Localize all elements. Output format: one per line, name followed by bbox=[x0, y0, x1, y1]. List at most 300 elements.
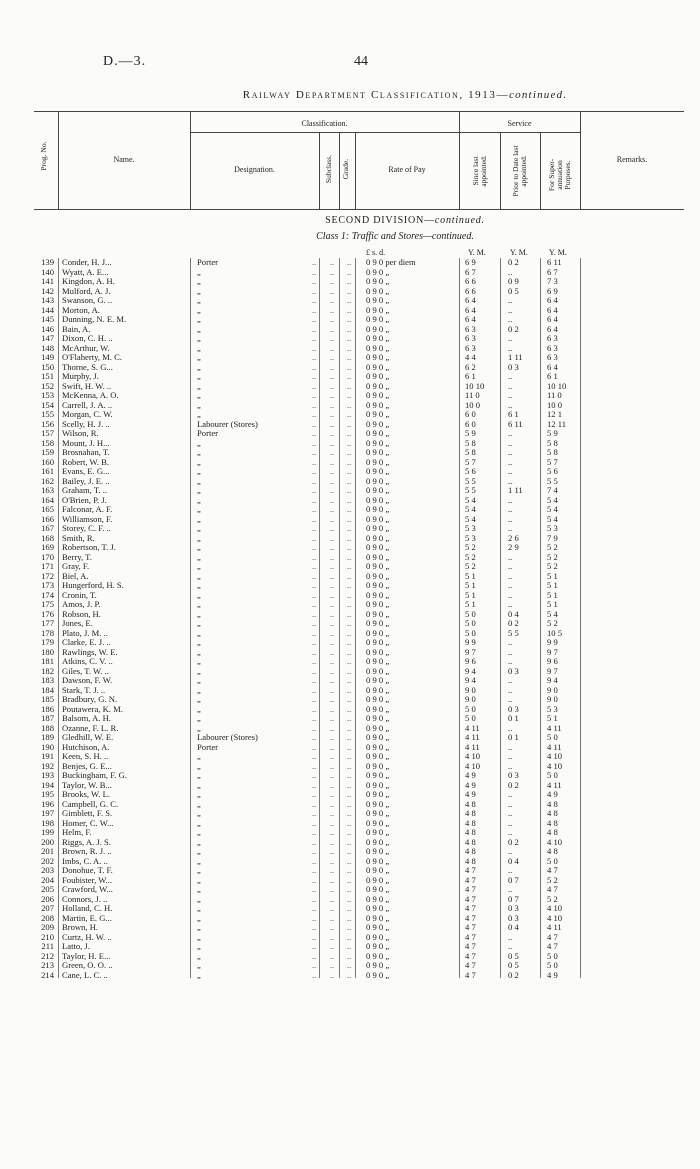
prog-no-cell: 148 bbox=[41, 342, 54, 353]
prog-no-cell: 193 bbox=[41, 770, 54, 780]
prior-to-date-cell: .. bbox=[508, 760, 513, 771]
name-cell: Carrell, J. A. .. bbox=[62, 400, 113, 410]
leader-dots: .. bbox=[347, 323, 352, 334]
rate-cell: 0 9 0 „ bbox=[366, 969, 390, 980]
superannuation-cell: 5 4 bbox=[547, 494, 558, 505]
since-last-cell: 4 7 bbox=[465, 969, 476, 980]
leader-dots: .. bbox=[330, 646, 335, 657]
name-cell: Homer, C. W... bbox=[62, 818, 114, 828]
since-last-cell: 4 7 bbox=[465, 912, 476, 923]
designation-cell: „ bbox=[197, 514, 201, 524]
rate-cell: 0 9 0 „ bbox=[366, 770, 390, 780]
designation-cell: „ bbox=[197, 552, 201, 562]
since-last-cell: 4 8 bbox=[465, 808, 476, 818]
since-last-cell: 9 4 bbox=[465, 665, 476, 676]
superannuation-cell: 6 4 bbox=[547, 314, 558, 324]
prior-to-date-cell: .. bbox=[508, 580, 513, 590]
prior-to-date-cell: .. bbox=[508, 314, 513, 324]
leader-dots: .. bbox=[347, 618, 352, 628]
since-last-cell: 4 7 bbox=[465, 893, 476, 904]
prior-to-date-cell: 2 6 bbox=[508, 532, 519, 543]
since-last-cell: 4 9 bbox=[465, 779, 476, 790]
name-cell: Scelly, H. J. .. bbox=[62, 419, 110, 429]
prog-no-cell: 164 bbox=[41, 494, 54, 505]
superannuation-cell: 9 7 bbox=[547, 665, 558, 676]
units-since: Y. M. bbox=[468, 248, 486, 257]
prog-no-cell: 210 bbox=[41, 931, 54, 942]
leader-dots: .. bbox=[312, 485, 317, 495]
superannuation-cell: 5 1 bbox=[547, 713, 558, 723]
rate-cell: 0 9 0 „ bbox=[366, 703, 390, 714]
rate-cell: 0 9 0 „ bbox=[366, 276, 390, 286]
prog-no-cell: 181 bbox=[41, 656, 54, 666]
since-last-cell: 5 4 bbox=[465, 504, 476, 514]
since-last-cell: 4 8 bbox=[465, 846, 476, 856]
prog-no-cell: 166 bbox=[41, 513, 54, 524]
name-cell: Gledhill, W. E. bbox=[62, 733, 114, 742]
name-cell: Williamson, F. bbox=[62, 514, 113, 524]
name-cell: Imbs, C. A. .. bbox=[62, 856, 108, 866]
designation-cell: „ bbox=[197, 562, 201, 571]
prior-to-date-cell: .. bbox=[508, 504, 513, 514]
leader-dots: .. bbox=[347, 599, 352, 609]
rate-cell: 0 9 0 „ bbox=[366, 304, 390, 315]
rate-cell: 0 9 0 „ bbox=[366, 361, 390, 372]
leader-dots: .. bbox=[330, 304, 335, 315]
superannuation-cell: 4 9 bbox=[547, 789, 558, 799]
prior-to-date-cell: .. bbox=[508, 741, 513, 752]
leader-dots: .. bbox=[347, 532, 352, 543]
designation-cell: „ bbox=[197, 467, 201, 476]
name-cell: Keen, S. H. .. bbox=[62, 752, 109, 761]
rate-cell: 0 9 0 „ bbox=[366, 903, 390, 913]
prior-to-date-cell: .. bbox=[508, 342, 513, 353]
prog-no-cell: 142 bbox=[41, 285, 54, 296]
prior-to-date-cell: 0 3 bbox=[508, 703, 519, 714]
designation-cell: „ bbox=[197, 761, 201, 771]
leader-dots: .. bbox=[347, 713, 352, 723]
name-cell: Cronin, T. bbox=[62, 590, 97, 600]
superannuation-cell: 4 11 bbox=[547, 922, 562, 932]
since-last-cell: 9 0 bbox=[465, 694, 476, 704]
leader-dots: .. bbox=[312, 646, 317, 657]
prior-to-date-cell: 0 4 bbox=[508, 922, 519, 932]
leader-dots: .. bbox=[347, 656, 352, 666]
leader-dots: .. bbox=[347, 475, 352, 486]
prior-to-date-cell: .. bbox=[508, 589, 513, 600]
superannuation-cell: 5 2 bbox=[547, 874, 558, 885]
superannuation-cell: 5 0 bbox=[547, 732, 558, 742]
prior-to-date-cell: 0 3 bbox=[508, 903, 519, 913]
designation-cell: „ bbox=[197, 913, 201, 923]
rate-cell: 0 9 0 „ bbox=[366, 675, 390, 685]
leader-dots: .. bbox=[347, 684, 352, 695]
since-last-cell: 4 10 bbox=[465, 751, 481, 761]
leader-dots: .. bbox=[312, 893, 317, 904]
leader-dots: .. bbox=[312, 532, 317, 543]
division-continued: continued. bbox=[434, 215, 485, 226]
prog-no-cell: 151 bbox=[41, 371, 54, 381]
leader-dots: .. bbox=[330, 798, 335, 809]
superannuation-cell: 4 10 bbox=[547, 903, 563, 913]
since-last-cell: 5 5 bbox=[465, 485, 476, 495]
prog-no-cell: 173 bbox=[41, 580, 54, 590]
prior-to-date-cell: 0 3 bbox=[508, 361, 519, 372]
name-cell: O'Brien, P. J. bbox=[62, 495, 107, 505]
leader-dots: .. bbox=[312, 884, 317, 894]
leader-dots: .. bbox=[347, 580, 352, 590]
designation-cell: „ bbox=[197, 343, 201, 353]
since-last-cell: 6 4 bbox=[465, 304, 476, 315]
designation-cell: „ bbox=[197, 970, 201, 980]
prog-no-cell: 184 bbox=[41, 684, 54, 695]
prog-no-cell: 153 bbox=[41, 390, 54, 400]
leader-dots: .. bbox=[312, 257, 317, 267]
name-cell: Atkins, C. V. .. bbox=[62, 657, 113, 666]
superannuation-cell: 4 11 bbox=[547, 779, 562, 790]
rate-cell: 0 9 0 „ bbox=[366, 570, 390, 581]
prog-no-cell: 174 bbox=[41, 589, 54, 600]
name-cell: Taylor, H. E... bbox=[62, 951, 111, 961]
leader-dots: .. bbox=[312, 874, 317, 885]
leader-dots: .. bbox=[330, 257, 335, 267]
designation-cell: „ bbox=[197, 780, 201, 790]
designation-cell: „ bbox=[197, 894, 201, 904]
leader-dots: .. bbox=[312, 789, 317, 799]
leader-dots: .. bbox=[347, 884, 352, 894]
rate-cell: 0 9 0 „ bbox=[366, 561, 390, 571]
rate-cell: 0 9 0 „ bbox=[366, 855, 390, 866]
name-cell: Amos, J. P. bbox=[62, 600, 101, 609]
designation-cell: Porter bbox=[197, 258, 219, 267]
since-last-cell: 6 3 bbox=[465, 323, 476, 334]
superannuation-cell: 4 10 bbox=[547, 836, 563, 847]
since-last-cell: 10 0 bbox=[465, 399, 481, 410]
leader-dots: .. bbox=[312, 865, 317, 875]
designation-cell: „ bbox=[197, 438, 201, 448]
since-last-cell: 5 2 bbox=[465, 551, 476, 562]
designation-cell: „ bbox=[197, 647, 201, 657]
leader-dots: .. bbox=[312, 846, 317, 856]
units-super: Y. M. bbox=[549, 248, 567, 257]
since-last-cell: 11 0 bbox=[465, 390, 480, 400]
prior-to-date-cell: .. bbox=[508, 684, 513, 695]
name-cell: Bradbury, G. N. bbox=[62, 695, 118, 704]
prior-to-date-cell: .. bbox=[508, 931, 513, 942]
designation-cell: „ bbox=[197, 771, 201, 780]
leader-dots: .. bbox=[312, 637, 317, 647]
leader-dots: .. bbox=[312, 941, 317, 951]
since-last-cell: 9 9 bbox=[465, 637, 476, 647]
since-last-cell: 5 0 bbox=[465, 608, 476, 619]
leader-dots: .. bbox=[330, 361, 335, 372]
leader-dots: .. bbox=[312, 447, 317, 457]
col-subclass: Subclass. bbox=[324, 154, 333, 184]
leader-dots: .. bbox=[330, 969, 335, 980]
prog-no-cell: 160 bbox=[41, 456, 54, 467]
superannuation-cell: 4 8 bbox=[547, 798, 558, 809]
superannuation-cell: 5 2 bbox=[547, 542, 558, 552]
name-cell: Campbell, G. C. bbox=[62, 799, 119, 809]
since-last-cell: 5 0 bbox=[465, 627, 476, 638]
leader-dots: .. bbox=[330, 428, 335, 438]
leader-dots: .. bbox=[330, 589, 335, 600]
name-cell: Helm, F. bbox=[62, 828, 92, 837]
leader-dots: .. bbox=[330, 570, 335, 581]
rate-cell: 0 9 0 „ bbox=[366, 295, 390, 305]
leader-dots: .. bbox=[330, 703, 335, 714]
leader-dots: .. bbox=[347, 893, 352, 904]
leader-dots: .. bbox=[330, 437, 335, 448]
leader-dots: .. bbox=[347, 266, 352, 277]
since-last-cell: 6 9 bbox=[465, 257, 476, 267]
leader-dots: .. bbox=[312, 950, 317, 961]
designation-cell: „ bbox=[197, 476, 201, 486]
leader-dots: .. bbox=[312, 371, 317, 381]
name-cell: Hutchison, A. bbox=[62, 742, 110, 752]
superannuation-cell: 4 8 bbox=[547, 827, 558, 837]
prior-to-date-cell: .. bbox=[508, 551, 513, 562]
staff-table bbox=[0, 258, 700, 980]
superannuation-cell: 5 0 bbox=[547, 960, 558, 970]
designation-cell: „ bbox=[197, 666, 201, 676]
rate-cell: 0 9 0 „ bbox=[366, 760, 390, 771]
rate-cell: 0 9 0 „ bbox=[366, 456, 390, 467]
leader-dots: .. bbox=[312, 618, 317, 628]
rate-cell: 0 9 0 „ bbox=[366, 513, 390, 524]
designation-cell: „ bbox=[197, 657, 201, 666]
since-last-cell: 4 10 bbox=[465, 760, 481, 771]
prog-no-cell: 206 bbox=[41, 893, 54, 904]
leader-dots: .. bbox=[347, 285, 352, 296]
name-cell: Bailey, J. E. .. bbox=[62, 476, 110, 486]
superannuation-cell: 4 8 bbox=[547, 846, 558, 856]
superannuation-cell: 10 0 bbox=[547, 399, 563, 410]
designation-cell: „ bbox=[197, 942, 201, 951]
leader-dots: .. bbox=[330, 399, 335, 410]
since-last-cell: 4 4 bbox=[465, 352, 476, 362]
col-grade: Grade. bbox=[341, 158, 350, 180]
leader-dots: .. bbox=[330, 741, 335, 752]
leader-dots: .. bbox=[347, 779, 352, 790]
leader-dots: .. bbox=[330, 903, 335, 913]
designation-cell: „ bbox=[197, 818, 201, 828]
superannuation-cell: 5 2 bbox=[547, 618, 558, 628]
prog-no-cell: 155 bbox=[41, 409, 54, 419]
leader-dots: .. bbox=[347, 950, 352, 961]
leader-dots: .. bbox=[330, 295, 335, 305]
leader-dots: .. bbox=[330, 608, 335, 619]
prior-to-date-cell: .. bbox=[508, 808, 513, 818]
leader-dots: .. bbox=[347, 922, 352, 932]
designation-cell: „ bbox=[197, 448, 201, 457]
since-last-cell: 6 1 bbox=[465, 371, 476, 381]
leader-dots: .. bbox=[330, 599, 335, 609]
prog-no-cell: 191 bbox=[41, 751, 54, 761]
leader-dots: .. bbox=[347, 817, 352, 828]
designation-cell: „ bbox=[197, 533, 201, 543]
designation-cell: „ bbox=[197, 923, 201, 932]
designation-cell: „ bbox=[197, 638, 201, 647]
since-last-cell: 5 4 bbox=[465, 494, 476, 505]
leader-dots: .. bbox=[312, 703, 317, 714]
leader-dots: .. bbox=[330, 656, 335, 666]
leader-dots: .. bbox=[330, 941, 335, 951]
since-last-cell: 4 11 bbox=[465, 722, 480, 733]
leader-dots: .. bbox=[330, 931, 335, 942]
prior-to-date-cell: .. bbox=[508, 494, 513, 505]
prog-no-cell: 139 bbox=[41, 257, 54, 267]
rate-cell: 0 9 0 „ bbox=[366, 684, 390, 695]
name-cell: Balsom, A. H. bbox=[62, 714, 111, 723]
leader-dots: .. bbox=[347, 865, 352, 875]
since-last-cell: 5 0 bbox=[465, 703, 476, 714]
designation-cell: „ bbox=[197, 571, 201, 581]
prog-no-cell: 207 bbox=[41, 903, 54, 913]
leader-dots: .. bbox=[330, 789, 335, 799]
prog-no-cell: 197 bbox=[41, 808, 54, 818]
leader-dots: .. bbox=[330, 447, 335, 457]
name-cell: Brooks, W. L. bbox=[62, 790, 110, 799]
leader-dots: .. bbox=[312, 827, 317, 837]
name-cell: Smith, R. bbox=[62, 533, 95, 543]
leader-dots: .. bbox=[330, 760, 335, 771]
leader-dots: .. bbox=[330, 618, 335, 628]
superannuation-cell: 5 1 bbox=[547, 570, 558, 581]
leader-dots: .. bbox=[312, 504, 317, 514]
leader-dots: .. bbox=[330, 466, 335, 476]
leader-dots: .. bbox=[312, 732, 317, 742]
designation-cell: „ bbox=[197, 267, 201, 277]
prog-no-cell: 152 bbox=[41, 380, 54, 391]
prior-to-date-cell: .. bbox=[508, 466, 513, 476]
designation-cell: „ bbox=[197, 904, 201, 913]
prior-to-date-cell: .. bbox=[508, 380, 513, 391]
designation-cell: „ bbox=[197, 315, 201, 324]
name-cell: Robert, W. B. bbox=[62, 457, 110, 467]
rate-cell: 0 9 0 „ bbox=[366, 390, 390, 400]
prog-no-cell: 205 bbox=[41, 884, 54, 894]
rate-cell: 0 9 0 „ bbox=[366, 931, 390, 942]
superannuation-cell: 5 0 bbox=[547, 950, 558, 961]
leader-dots: .. bbox=[312, 665, 317, 676]
designation-cell: „ bbox=[197, 353, 201, 362]
leader-dots: .. bbox=[330, 627, 335, 638]
since-last-cell: 4 11 bbox=[465, 741, 480, 752]
prog-no-cell: 162 bbox=[41, 475, 54, 486]
leader-dots: .. bbox=[347, 798, 352, 809]
superannuation-cell: 6 4 bbox=[547, 361, 558, 372]
page-title bbox=[0, 89, 700, 101]
prog-no-cell: 150 bbox=[41, 361, 54, 372]
prior-to-date-cell: .. bbox=[508, 399, 513, 410]
designation-cell: „ bbox=[197, 723, 201, 733]
prior-to-date-cell: 0 2 bbox=[508, 618, 519, 628]
name-cell: Robson, H. bbox=[62, 609, 101, 619]
leader-dots: .. bbox=[347, 399, 352, 410]
rate-cell: 0 9 0 „ bbox=[366, 494, 390, 505]
rate-cell: 0 9 0 „ bbox=[366, 941, 390, 951]
leader-dots: .. bbox=[347, 760, 352, 771]
name-cell: Mount, J. H... bbox=[62, 438, 110, 448]
leader-dots: .. bbox=[330, 266, 335, 277]
prior-to-date-cell: .. bbox=[508, 371, 513, 381]
leader-dots: .. bbox=[312, 418, 317, 429]
designation-cell: Porter bbox=[197, 429, 219, 438]
rate-cell: 0 9 0 „ bbox=[366, 437, 390, 448]
leader-dots: .. bbox=[347, 827, 352, 837]
prior-to-date-cell: .. bbox=[508, 599, 513, 609]
prog-no-cell: 195 bbox=[41, 789, 54, 799]
leader-dots: .. bbox=[312, 608, 317, 619]
leader-dots: .. bbox=[312, 513, 317, 524]
superannuation-cell: 6 9 bbox=[547, 285, 558, 296]
designation-cell: „ bbox=[197, 296, 201, 305]
leader-dots: .. bbox=[312, 817, 317, 828]
since-last-cell: 6 3 bbox=[465, 333, 476, 343]
name-cell: Biel, A. bbox=[62, 571, 89, 581]
designation-cell: „ bbox=[197, 799, 201, 809]
since-last-cell: 4 7 bbox=[465, 950, 476, 961]
leader-dots: .. bbox=[312, 542, 317, 552]
leader-dots: .. bbox=[330, 751, 335, 761]
rate-cell: 0 9 0 „ bbox=[366, 836, 390, 847]
name-cell: Wilson, R. bbox=[62, 429, 99, 438]
since-last-cell: 6 2 bbox=[465, 361, 476, 372]
designation-cell: „ bbox=[197, 695, 201, 704]
rate-cell: 0 9 0 „ bbox=[366, 380, 390, 391]
leader-dots: .. bbox=[312, 722, 317, 733]
prog-no-cell: 171 bbox=[41, 561, 54, 571]
since-last-cell: 6 3 bbox=[465, 342, 476, 353]
designation-cell: „ bbox=[197, 714, 201, 723]
prog-no-cell: 158 bbox=[41, 437, 54, 448]
superannuation-cell: 4 7 bbox=[547, 884, 558, 894]
table-row bbox=[0, 971, 700, 981]
leader-dots: .. bbox=[330, 893, 335, 904]
units-rate: £ s. d. bbox=[366, 248, 386, 257]
prog-no-cell: 179 bbox=[41, 637, 54, 647]
leader-dots: .. bbox=[347, 570, 352, 581]
leader-dots: .. bbox=[347, 447, 352, 457]
prog-no-cell: 165 bbox=[41, 504, 54, 514]
leader-dots: .. bbox=[347, 846, 352, 856]
title-text: Railway Department Classification, 1913— bbox=[242, 89, 510, 101]
since-last-cell: 5 9 bbox=[465, 428, 476, 438]
superannuation-cell: 5 2 bbox=[547, 893, 558, 904]
name-cell: Swift, H. W. .. bbox=[62, 381, 112, 391]
leader-dots: .. bbox=[312, 684, 317, 695]
leader-dots: .. bbox=[347, 333, 352, 343]
leader-dots: .. bbox=[312, 456, 317, 467]
rate-cell: 0 9 0 „ bbox=[366, 418, 390, 429]
name-cell: Foubister, W... bbox=[62, 875, 113, 885]
prior-to-date-cell: .. bbox=[508, 789, 513, 799]
designation-cell: „ bbox=[197, 837, 201, 847]
prog-no-cell: 159 bbox=[41, 447, 54, 457]
prog-no-cell: 167 bbox=[41, 523, 54, 533]
since-last-cell: 4 8 bbox=[465, 836, 476, 847]
name-cell: Curtz, H. W. .. bbox=[62, 932, 112, 942]
leader-dots: .. bbox=[312, 561, 317, 571]
prog-no-cell: 203 bbox=[41, 865, 54, 875]
superannuation-cell: 5 3 bbox=[547, 523, 558, 533]
leader-dots: .. bbox=[312, 314, 317, 324]
leader-dots: .. bbox=[312, 352, 317, 362]
leader-dots: .. bbox=[330, 390, 335, 400]
prog-no-cell: 161 bbox=[41, 466, 54, 476]
since-last-cell: 6 4 bbox=[465, 314, 476, 324]
